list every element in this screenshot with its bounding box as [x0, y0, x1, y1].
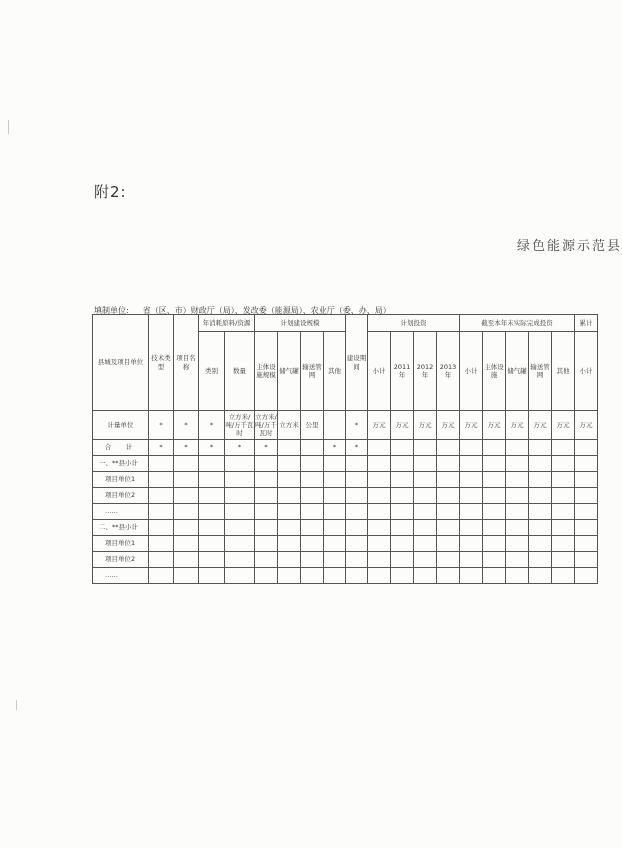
empty-cell — [199, 520, 225, 536]
empty-cell — [199, 456, 225, 472]
empty-cell — [552, 536, 575, 552]
empty-cell — [437, 568, 460, 584]
empty-cell — [324, 456, 346, 472]
empty-cell — [225, 456, 255, 472]
unit-cell: 立方米/吨/万千瓦时 — [255, 411, 278, 440]
empty-cell — [414, 456, 437, 472]
total-cell — [506, 440, 529, 456]
empty-cell — [529, 568, 552, 584]
empty-cell — [460, 504, 483, 520]
empty-cell — [346, 504, 368, 520]
done-subcol: 主体设施 — [483, 332, 506, 411]
empty-cell — [149, 488, 174, 504]
table-row — [93, 472, 598, 488]
unit-cell: 万元 — [552, 411, 575, 440]
empty-cell — [174, 488, 199, 504]
empty-cell — [225, 520, 255, 536]
empty-cell — [368, 568, 391, 584]
total-cell: * — [149, 440, 174, 456]
empty-cell — [174, 536, 199, 552]
empty-cell — [483, 520, 506, 536]
empty-cell — [460, 456, 483, 472]
empty-cell — [575, 488, 598, 504]
empty-cell — [301, 552, 324, 568]
empty-cell — [575, 536, 598, 552]
empty-cell — [346, 520, 368, 536]
empty-cell — [437, 504, 460, 520]
empty-cell — [437, 456, 460, 472]
total-cell — [552, 440, 575, 456]
empty-cell — [460, 552, 483, 568]
empty-cell — [368, 456, 391, 472]
total-cell: * — [225, 440, 255, 456]
unit-cell: * — [174, 411, 199, 440]
empty-cell — [278, 504, 301, 520]
unit-cell: 万元 — [391, 411, 414, 440]
empty-cell — [346, 552, 368, 568]
empty-cell — [529, 536, 552, 552]
unit-cell: * — [199, 411, 225, 440]
unit-cell: * — [149, 411, 174, 440]
row-label: 项目单位2 — [93, 488, 149, 504]
empty-cell — [368, 504, 391, 520]
plan-subcol: 输送管网 — [301, 332, 324, 411]
plan-subcol: 其他 — [324, 332, 346, 411]
group-header-plan-scale: 计划建设规模 — [255, 315, 346, 332]
empty-cell — [483, 488, 506, 504]
empty-cell — [506, 504, 529, 520]
empty-cell — [301, 504, 324, 520]
empty-cell — [575, 552, 598, 568]
empty-cell — [346, 536, 368, 552]
empty-cell — [174, 568, 199, 584]
total-cell — [460, 440, 483, 456]
table-row — [93, 504, 598, 520]
plan-subcol: 储气罐 — [278, 332, 301, 411]
total-cell: * — [346, 440, 368, 456]
empty-cell — [368, 472, 391, 488]
empty-cell — [460, 488, 483, 504]
empty-cell — [506, 552, 529, 568]
col-header-tech-type: 技术类型 — [149, 315, 174, 411]
empty-cell — [174, 504, 199, 520]
empty-cell — [278, 456, 301, 472]
empty-cell — [255, 488, 278, 504]
invest-subcol: 2012年 — [414, 332, 437, 411]
empty-cell — [225, 472, 255, 488]
empty-cell — [199, 488, 225, 504]
empty-cell — [575, 568, 598, 584]
total-cell: * — [255, 440, 278, 456]
empty-cell — [414, 488, 437, 504]
total-cell — [368, 440, 391, 456]
empty-cell — [301, 488, 324, 504]
empty-cell — [460, 520, 483, 536]
unit-cell: 万元 — [506, 411, 529, 440]
empty-cell — [278, 520, 301, 536]
total-cell: * — [199, 440, 225, 456]
empty-cell — [149, 472, 174, 488]
empty-cell — [368, 488, 391, 504]
group-header-actual-invest: 截至本年末实际完成投资 — [460, 315, 575, 332]
empty-cell — [149, 456, 174, 472]
empty-cell — [149, 536, 174, 552]
empty-cell — [278, 472, 301, 488]
empty-cell — [414, 568, 437, 584]
empty-cell — [529, 488, 552, 504]
total-cell — [414, 440, 437, 456]
row-label: 计量单位 — [93, 411, 149, 440]
empty-cell — [552, 568, 575, 584]
empty-cell — [225, 552, 255, 568]
empty-cell — [149, 552, 174, 568]
empty-cell — [506, 456, 529, 472]
table-row — [93, 568, 598, 584]
unit-cell: 万元 — [414, 411, 437, 440]
done-subcol: 输送管网 — [529, 332, 552, 411]
empty-cell — [301, 520, 324, 536]
empty-cell — [391, 536, 414, 552]
empty-cell — [225, 488, 255, 504]
done-subcol: 小计 — [460, 332, 483, 411]
empty-cell — [414, 504, 437, 520]
empty-cell — [414, 520, 437, 536]
empty-cell — [529, 472, 552, 488]
empty-cell — [506, 536, 529, 552]
empty-cell — [460, 568, 483, 584]
empty-cell — [301, 536, 324, 552]
empty-cell — [255, 552, 278, 568]
unit-cell: 万元 — [529, 411, 552, 440]
empty-cell — [278, 536, 301, 552]
empty-cell — [529, 520, 552, 536]
plan-subcol: 主体设施规模 — [255, 332, 278, 411]
row-label: 一、**县小计 — [93, 456, 149, 472]
empty-cell — [391, 568, 414, 584]
empty-cell — [255, 520, 278, 536]
row-label: 项目单位2 — [93, 552, 149, 568]
row-label: 项目单位1 — [93, 472, 149, 488]
empty-cell — [437, 472, 460, 488]
empty-cell — [149, 504, 174, 520]
empty-cell — [346, 488, 368, 504]
empty-cell — [391, 504, 414, 520]
empty-cell — [483, 456, 506, 472]
row-label: …… — [93, 504, 149, 520]
empty-cell — [368, 536, 391, 552]
empty-cell — [174, 472, 199, 488]
empty-cell — [225, 536, 255, 552]
empty-cell — [301, 568, 324, 584]
empty-cell — [278, 552, 301, 568]
empty-cell — [506, 520, 529, 536]
empty-cell — [199, 504, 225, 520]
empty-cell — [575, 456, 598, 472]
empty-cell — [346, 456, 368, 472]
empty-cell — [552, 504, 575, 520]
invest-subcol: 2011年 — [391, 332, 414, 411]
scan-speck — [8, 120, 9, 134]
row-label: …… — [93, 568, 149, 584]
empty-cell — [552, 456, 575, 472]
empty-cell — [174, 552, 199, 568]
empty-cell — [483, 552, 506, 568]
unit-cell: 万元 — [460, 411, 483, 440]
empty-cell — [255, 456, 278, 472]
total-cell: * — [324, 440, 346, 456]
empty-cell — [225, 504, 255, 520]
empty-cell — [575, 504, 598, 520]
col-header-build-period: 建设期间 — [346, 315, 368, 411]
empty-cell — [174, 456, 199, 472]
col-header-county: 县城及项目单位 — [93, 315, 149, 411]
unit-cell: 万元 — [575, 411, 598, 440]
group-header-fuel: 年消耗原料/资源 — [199, 315, 255, 332]
empty-cell — [460, 536, 483, 552]
empty-cell — [552, 472, 575, 488]
table-row — [93, 536, 598, 552]
unit-cell: 万元 — [368, 411, 391, 440]
empty-cell — [301, 456, 324, 472]
empty-cell — [174, 520, 199, 536]
empty-cell — [324, 568, 346, 584]
invest-subcol: 2013年 — [437, 332, 460, 411]
empty-cell — [575, 520, 598, 536]
empty-cell — [506, 568, 529, 584]
row-label: 项目单位1 — [93, 536, 149, 552]
row-label: 合 计 — [93, 440, 149, 456]
empty-cell — [437, 488, 460, 504]
empty-cell — [575, 472, 598, 488]
table-row — [93, 520, 598, 536]
filler-label: 填制单位: — [94, 306, 129, 315]
row-label: 二、**县小计 — [93, 520, 149, 536]
unit-cell: 万元 — [437, 411, 460, 440]
header-row-groups — [93, 315, 598, 332]
total-cell — [278, 440, 301, 456]
table-row — [93, 552, 598, 568]
empty-cell — [483, 568, 506, 584]
investment-table — [92, 314, 598, 584]
empty-cell — [506, 472, 529, 488]
total-cell: * — [174, 440, 199, 456]
total-cell — [437, 440, 460, 456]
empty-cell — [506, 488, 529, 504]
empty-cell — [437, 552, 460, 568]
empty-cell — [324, 520, 346, 536]
total-cell — [575, 440, 598, 456]
empty-cell — [391, 456, 414, 472]
empty-cell — [225, 568, 255, 584]
empty-cell — [324, 552, 346, 568]
unit-cell: 立方米/吨/万千瓦时 — [225, 411, 255, 440]
empty-cell — [529, 456, 552, 472]
empty-cell — [346, 568, 368, 584]
table-row — [93, 456, 598, 472]
empty-cell — [437, 520, 460, 536]
fuel-subcol: 数量 — [225, 332, 255, 411]
cum-subcol: 小计 — [575, 332, 598, 411]
empty-cell — [368, 552, 391, 568]
unit-cell: 公里 — [301, 411, 324, 440]
attachment-label: 附2: — [94, 183, 127, 201]
unit-cell: 万元 — [483, 411, 506, 440]
group-header-cumulative: 累计 — [575, 315, 598, 332]
empty-cell — [552, 520, 575, 536]
empty-cell — [483, 536, 506, 552]
empty-cell — [414, 552, 437, 568]
col-header-project-name: 项目名称 — [174, 315, 199, 411]
filler-value: 省（区、市）财政厅（局）、发改委（能源局）、农业厅（委、办、局） — [142, 306, 391, 315]
unit-row — [93, 411, 598, 440]
group-header-plan-invest: 计划投资 — [368, 315, 460, 332]
empty-cell — [301, 472, 324, 488]
empty-cell — [255, 568, 278, 584]
table-row — [93, 488, 598, 504]
scan-speck — [16, 700, 17, 710]
fuel-subcol: 类别 — [199, 332, 225, 411]
empty-cell — [437, 536, 460, 552]
empty-cell — [324, 488, 346, 504]
empty-cell — [346, 472, 368, 488]
empty-cell — [414, 472, 437, 488]
unit-cell: * — [346, 411, 368, 440]
unit-cell: 立方米 — [278, 411, 301, 440]
empty-cell — [552, 552, 575, 568]
empty-cell — [149, 568, 174, 584]
empty-cell — [255, 504, 278, 520]
empty-cell — [278, 568, 301, 584]
total-cell — [391, 440, 414, 456]
empty-cell — [149, 520, 174, 536]
empty-cell — [199, 472, 225, 488]
unit-cell — [324, 411, 346, 440]
done-subcol: 其他 — [552, 332, 575, 411]
empty-cell — [483, 504, 506, 520]
empty-cell — [278, 488, 301, 504]
empty-cell — [391, 488, 414, 504]
total-row — [93, 440, 598, 456]
empty-cell — [199, 568, 225, 584]
empty-cell — [324, 536, 346, 552]
empty-cell — [529, 552, 552, 568]
empty-cell — [552, 488, 575, 504]
empty-cell — [199, 552, 225, 568]
empty-cell — [391, 520, 414, 536]
empty-cell — [368, 520, 391, 536]
empty-cell — [255, 472, 278, 488]
empty-cell — [483, 472, 506, 488]
empty-cell — [255, 536, 278, 552]
empty-cell — [391, 552, 414, 568]
total-cell — [301, 440, 324, 456]
empty-cell — [414, 536, 437, 552]
empty-cell — [460, 472, 483, 488]
total-cell — [483, 440, 506, 456]
empty-cell — [391, 472, 414, 488]
empty-cell — [529, 504, 552, 520]
empty-cell — [324, 504, 346, 520]
invest-subcol: 小计 — [368, 332, 391, 411]
empty-cell — [324, 472, 346, 488]
document-title: 绿色能源示范县 — [517, 239, 622, 254]
empty-cell — [199, 536, 225, 552]
done-subcol: 储气罐 — [506, 332, 529, 411]
total-cell — [529, 440, 552, 456]
